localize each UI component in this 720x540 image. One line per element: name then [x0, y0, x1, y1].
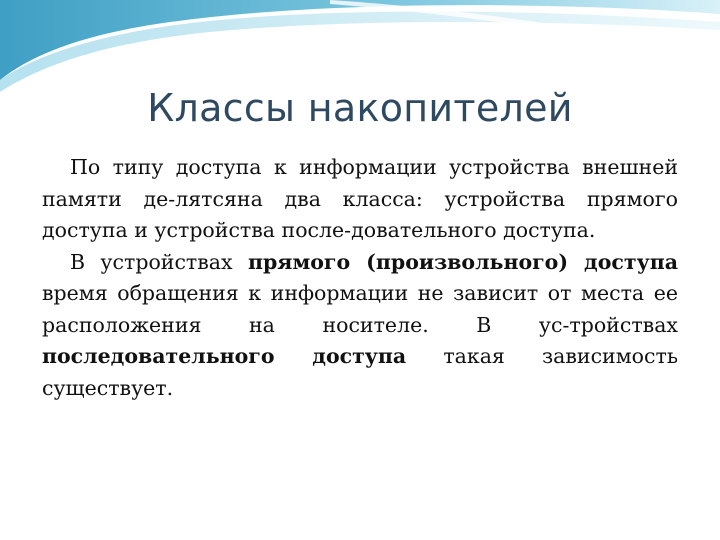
paragraph-2	[42, 247, 678, 405]
slide-title: Классы накопителей	[147, 86, 573, 130]
paragraph-2-text-3: такая зависимость существует.	[42, 344, 678, 400]
paragraph-2-bold-1: прямого (произвольного) доступа	[247, 249, 678, 274]
slide-body	[42, 152, 678, 404]
paragraph-2-text-2: время обращения к информации не зависит от места ее расположения на носителе. В ус-тройствах	[42, 281, 678, 337]
paragraph-2-text-1: В устройствах	[70, 249, 248, 274]
paragraph-2-bold-2: последовательного доступа	[42, 344, 407, 368]
paragraph-1: По типу доступа к информации устройства внешней памяти де-лятсяна два класса: устройства прямого доступа и устройства после-довательного доступа.	[42, 155, 678, 242]
